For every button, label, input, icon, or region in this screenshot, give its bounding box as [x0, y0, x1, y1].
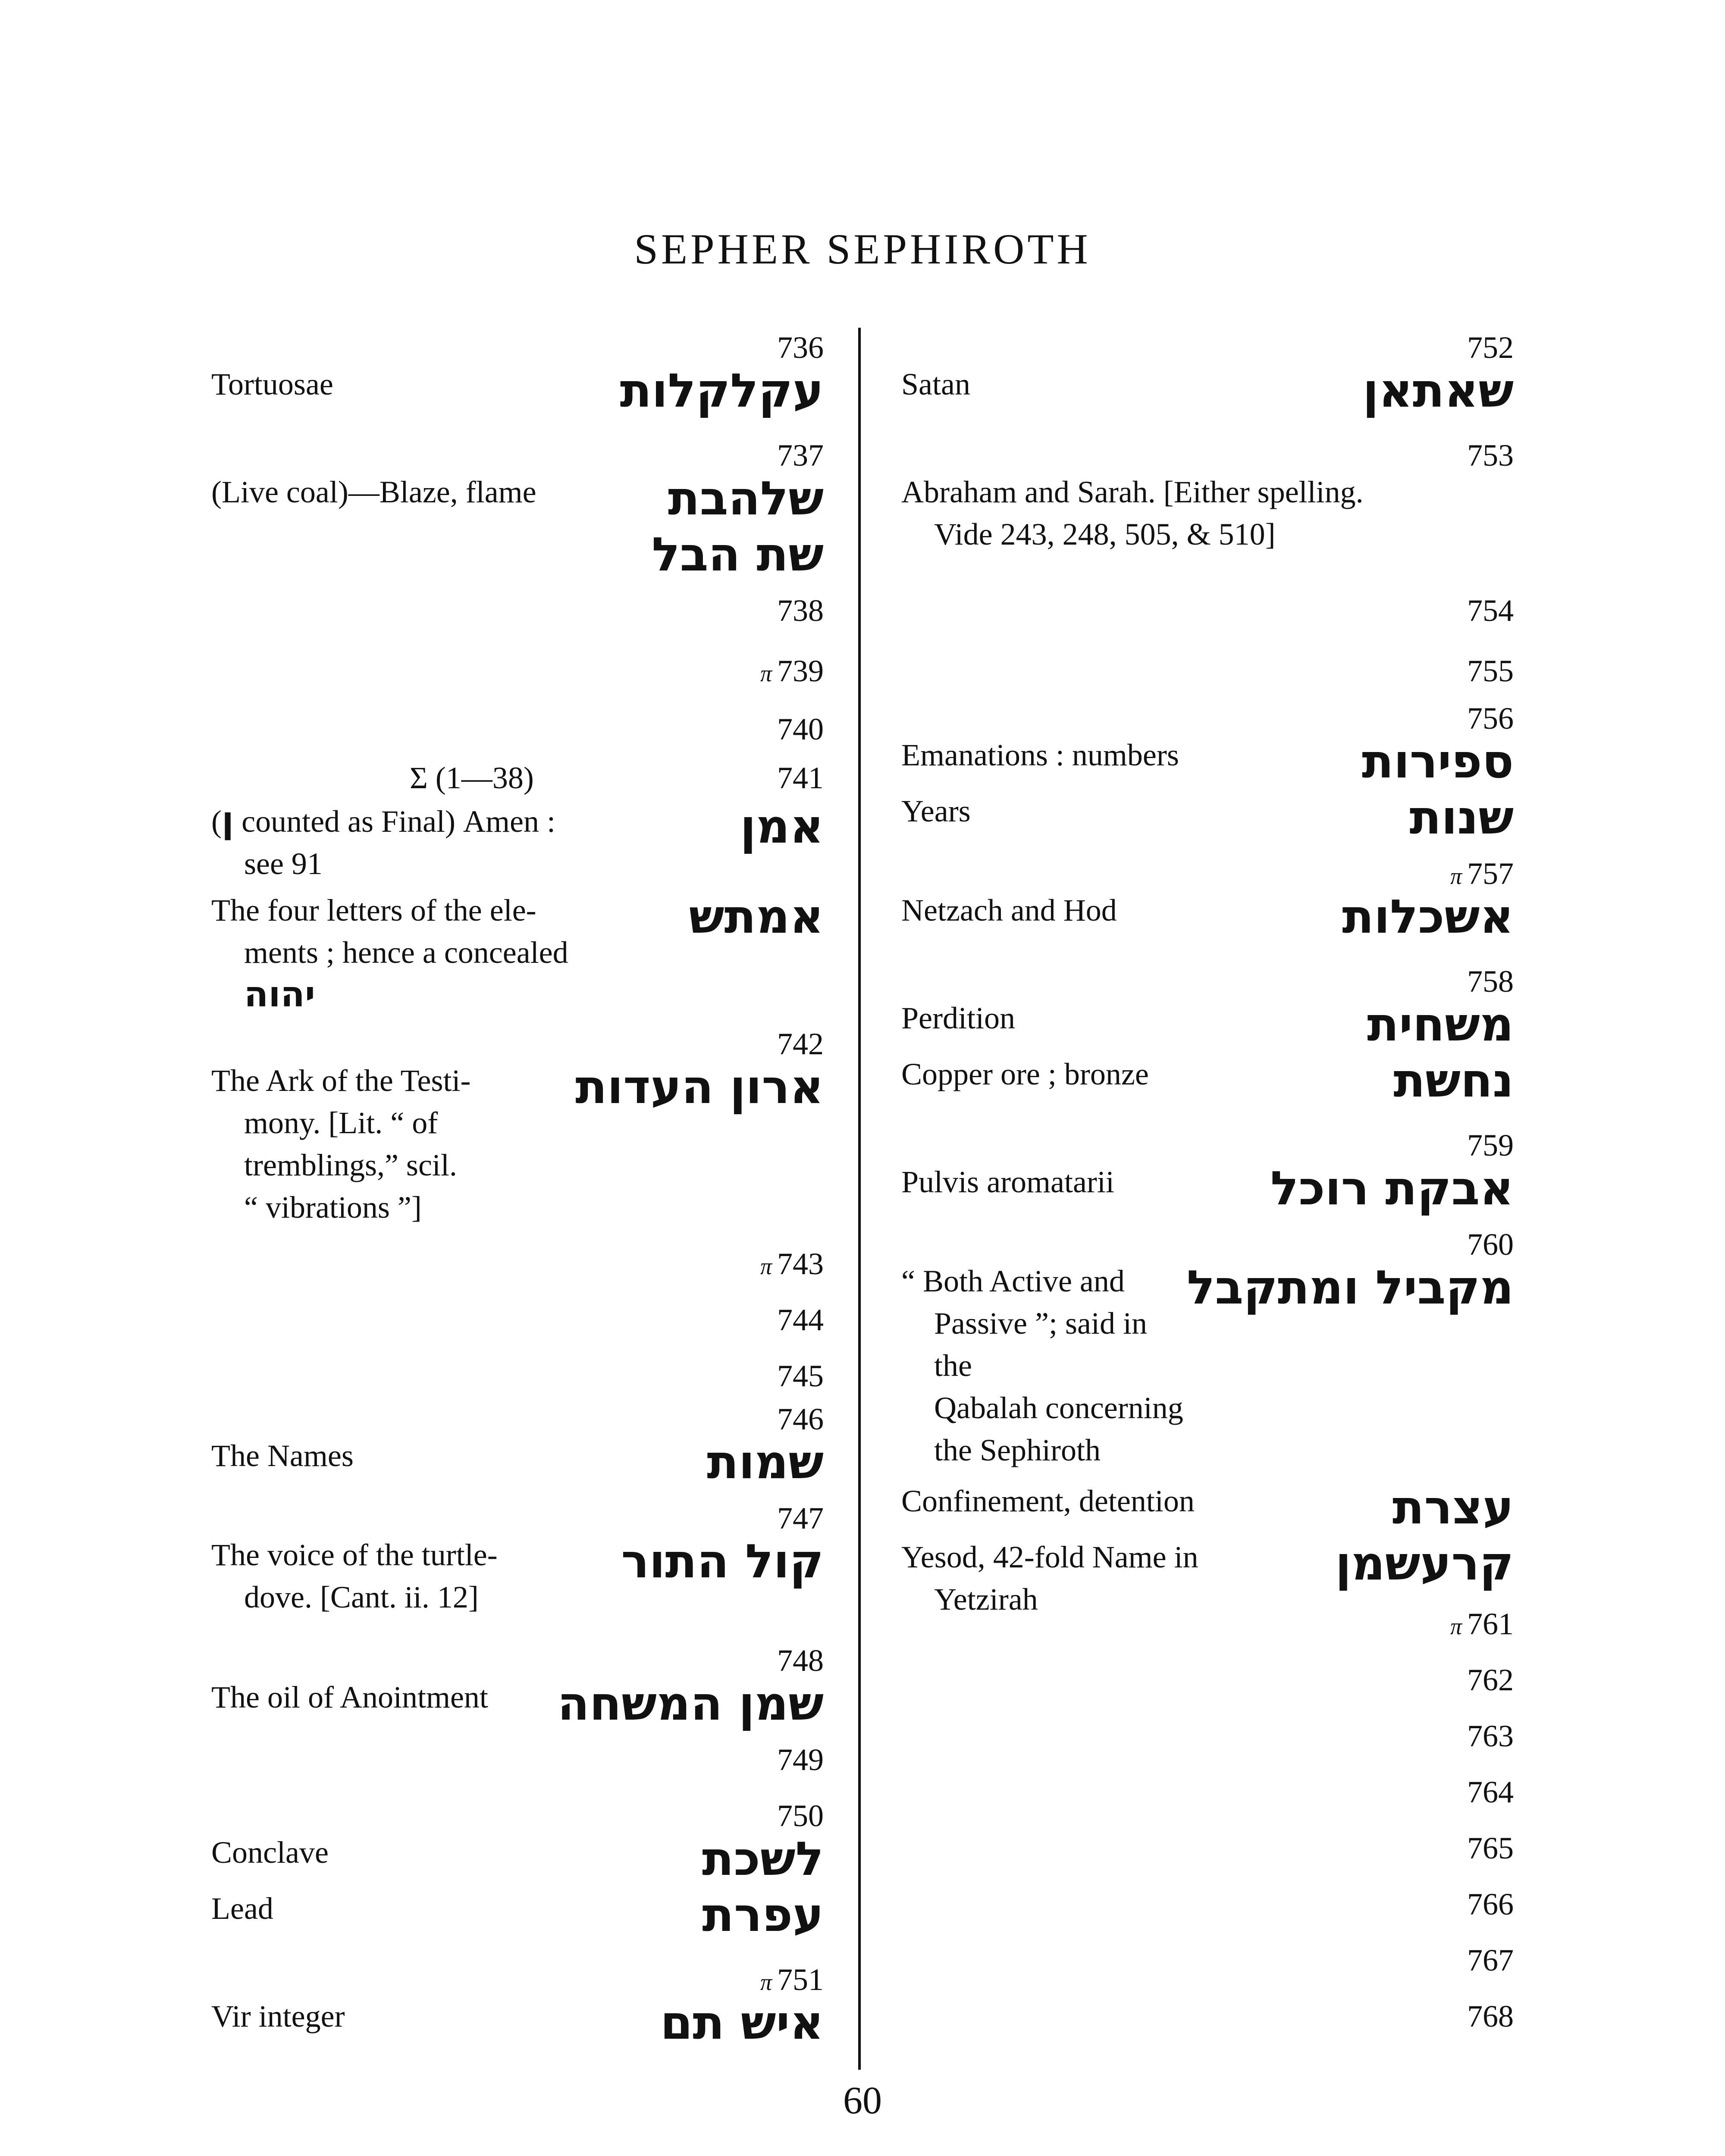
english-line: counted as Final) Amen : — [242, 804, 555, 839]
entry-number: 749 — [777, 1742, 824, 1777]
english-line: “ Both Active and — [901, 1264, 1125, 1298]
entry-754 — [901, 595, 1514, 655]
entry-hebrew: אמתש — [689, 890, 824, 944]
page-number: 60 — [843, 2079, 882, 2122]
entry-number-value: 757 — [1467, 856, 1514, 891]
entry-744 — [211, 1304, 824, 1360]
english-line: see 91 — [244, 846, 323, 881]
english-line: Qabalah concerning — [934, 1391, 1183, 1425]
hebrew-line: שלהבת — [668, 472, 824, 526]
prime-mark: π — [1450, 863, 1462, 889]
entry-english: The oil of Anointment — [211, 1680, 488, 1714]
entry-760 — [901, 1227, 1514, 1617]
entry-number: 755 — [1467, 654, 1514, 688]
entry-751 — [211, 1964, 824, 2063]
entry-757 — [901, 858, 1514, 966]
entry-hebrew: איש תם — [660, 1996, 824, 2050]
entry-number: 741 — [777, 761, 824, 795]
entry-hebrew: קול התור — [621, 1535, 824, 1589]
english-line: The Ark of the Testi- — [211, 1063, 471, 1098]
entry-hebrew — [652, 471, 824, 583]
entry-english — [211, 889, 568, 1016]
entry-number: 762 — [1467, 1663, 1514, 1697]
entry-number: 736 — [777, 330, 824, 365]
english-line: Passive ”; said in the — [934, 1306, 1147, 1383]
english-line: mony. [Lit. “ of — [244, 1106, 438, 1140]
english-line: dove. [Cant. ii. 12] — [244, 1580, 479, 1614]
english-line: Yesod, 42-fold Name in — [901, 1540, 1198, 1574]
entry-number: 737 — [777, 438, 824, 473]
entry-number: 760 — [1467, 1227, 1514, 1262]
entry-number — [211, 1964, 824, 1995]
entry-number: 740 — [777, 712, 824, 746]
entry-english — [901, 1260, 1187, 1471]
entry-number: 767 — [1467, 1943, 1514, 1977]
entry-english — [901, 1536, 1198, 1620]
entry-number: 756 — [1467, 701, 1514, 736]
entry-762 — [901, 1664, 1514, 1720]
entry-hebrew: שמן המשחה — [557, 1677, 824, 1731]
entry-766 — [901, 1889, 1514, 1945]
entry-hebrew: ארון העדות — [575, 1060, 824, 1114]
entry-hebrew: עצרת — [1392, 1481, 1514, 1535]
hebrew-inline: יהוה — [244, 974, 315, 1015]
right-column — [901, 332, 1514, 2057]
entry-748 — [211, 1645, 824, 1744]
entry-hebrew: אשכלות — [1342, 890, 1514, 944]
entry-hebrew: שמות — [707, 1435, 824, 1489]
entry-number: 742 — [777, 1027, 824, 1061]
entry-number-value: 739 — [777, 654, 824, 688]
entry-number: 748 — [777, 1643, 824, 1678]
entry-761 — [901, 1608, 1514, 1664]
entry-763 — [901, 1720, 1514, 1777]
prime-mark: π — [760, 1253, 772, 1279]
entry-743 — [211, 1248, 824, 1304]
entry-750 — [211, 1800, 824, 1964]
entry-755 — [901, 655, 1514, 703]
entry-767 — [901, 1945, 1514, 2001]
entry-756 — [901, 703, 1514, 858]
entry-749 — [211, 1744, 824, 1800]
entry-number: 744 — [777, 1303, 824, 1337]
entry-number — [211, 1248, 824, 1279]
hebrew-line: שת הבל — [652, 528, 824, 582]
entry-number: 766 — [1467, 1887, 1514, 1921]
entry-number: 763 — [1467, 1719, 1514, 1753]
entry-english — [211, 799, 555, 885]
entry-number — [901, 1608, 1514, 1639]
entry-hebrew: משחית — [1367, 998, 1514, 1052]
entry-759 — [901, 1130, 1514, 1229]
entry-number — [211, 655, 824, 686]
entry-hebrew: אמן — [740, 800, 824, 854]
entry-number: 745 — [777, 1359, 824, 1393]
entry-number: 752 — [1467, 330, 1514, 365]
entry-number: 765 — [1467, 1831, 1514, 1865]
hebrew-letter: ן — [221, 799, 234, 840]
entry-hebrew: מקביל ומתקבל — [1186, 1261, 1514, 1315]
entry-english: Vir integer — [211, 1999, 345, 2034]
entry-english: The Names — [211, 1438, 354, 1473]
entry-number: 746 — [777, 1402, 824, 1436]
entry-hebrew: נחשת — [1393, 1054, 1514, 1108]
entry-english: Conclave — [211, 1835, 329, 1870]
english-line: tremblings,” scil. — [244, 1148, 457, 1182]
entry-739 — [211, 655, 824, 714]
prime-mark: π — [760, 1969, 772, 1995]
english-line: the Sephiroth — [934, 1433, 1101, 1467]
entry-hebrew: ספירות — [1361, 735, 1514, 789]
entry-number: 758 — [1467, 964, 1514, 999]
entry-753 — [901, 440, 1514, 595]
left-column — [211, 332, 824, 2063]
entry-english — [901, 471, 1364, 555]
entry-number: 764 — [1467, 1775, 1514, 1809]
entry-hebrew: עקלקלות — [620, 364, 824, 418]
entry-number: 750 — [777, 1799, 824, 1833]
entry-741 — [211, 757, 824, 1028]
entry-number: 754 — [1467, 593, 1514, 628]
entry-hebrew: שנות — [1409, 791, 1514, 845]
entry-english: Lead — [211, 1891, 273, 1926]
english-line: The voice of the turtle- — [211, 1538, 498, 1572]
entry-758 — [901, 966, 1514, 1130]
entry-number: 753 — [1467, 438, 1514, 473]
entry-742 — [211, 1028, 824, 1248]
entry-english: Pulvis aromatarii — [901, 1165, 1114, 1199]
entry-number: 768 — [1467, 1999, 1514, 2034]
entry-765 — [901, 1833, 1514, 1889]
entry-hebrew: לשכת — [702, 1832, 824, 1886]
entry-740 — [211, 714, 824, 757]
english-line: ments ; hence a concealed — [244, 935, 568, 970]
column-divider — [858, 328, 861, 2070]
entry-747 — [211, 1503, 824, 1645]
entry-english: Emanations : numbers — [901, 738, 1179, 772]
entry-hebrew: שאתאן — [1363, 364, 1514, 418]
entry-hebrew: אבקת רוכל — [1270, 1162, 1514, 1216]
prime-mark: π — [760, 661, 772, 686]
entry-number: 738 — [777, 593, 824, 628]
entry-english: Years — [901, 794, 971, 828]
paren: ( — [211, 804, 222, 839]
entry-752 — [901, 332, 1514, 440]
entry-764 — [901, 1777, 1514, 1833]
entry-738 — [211, 595, 824, 655]
english-line: Vide 243, 248, 505, & 510] — [934, 517, 1276, 552]
entry-english: Perdition — [901, 1001, 1015, 1035]
entry-english — [211, 1534, 498, 1618]
page-title: SEPHER SEPHIROTH — [634, 225, 1091, 273]
sigma-note: Σ (1—38) — [410, 761, 534, 795]
entry-english: Netzach and Hod — [901, 893, 1117, 928]
entry-english — [211, 1059, 471, 1228]
entry-hebrew: קרעשמן — [1335, 1537, 1514, 1591]
entry-768 — [901, 2001, 1514, 2057]
english-line: “ vibrations ”] — [244, 1190, 422, 1225]
entry-english: Tortuosae — [211, 367, 333, 401]
entry-english: Copper ore ; bronze — [901, 1057, 1149, 1091]
entry-745 — [211, 1360, 824, 1404]
prime-mark: π — [1450, 1614, 1462, 1639]
entry-737 — [211, 440, 824, 595]
entry-hebrew: עפרת — [702, 1888, 824, 1942]
entry-746 — [211, 1404, 824, 1503]
entry-number-value: 751 — [777, 1962, 824, 1997]
entry-english: Satan — [901, 367, 970, 401]
english-line: The four letters of the ele- — [211, 893, 536, 928]
entry-736 — [211, 332, 824, 440]
entry-english: (Live coal)—Blaze, flame — [211, 475, 536, 509]
entry-number — [901, 858, 1514, 889]
entry-english: Confinement, detention — [901, 1484, 1195, 1518]
english-line: Abraham and Sarah. [Either spelling. — [901, 475, 1364, 509]
entry-number: 747 — [777, 1501, 824, 1536]
english-line: Yetzirah — [934, 1582, 1038, 1617]
entry-number-value: 761 — [1467, 1607, 1514, 1641]
entry-number-value: 743 — [777, 1247, 824, 1281]
entry-number: 759 — [1467, 1128, 1514, 1163]
